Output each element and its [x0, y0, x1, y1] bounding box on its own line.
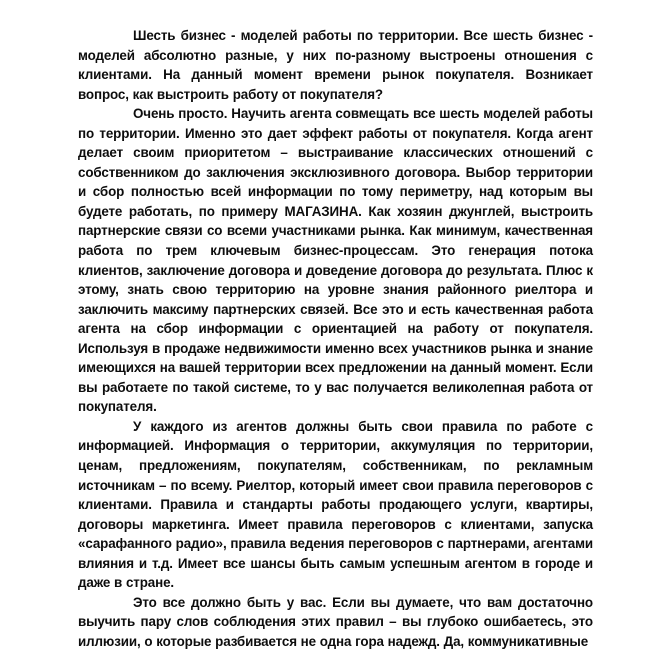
paragraph-2: Очень просто. Научить агента совмещать все шесть моделей работы по территории. Именно это дает эффект работы от покупателя. Когда агент делает своим приоритетом – выстраивание классических отношений с собственником до заключения эксклюзивного договора. Выбор территории и сбор полностью всей информации по тому периметру, над которым вы будете работать, по примеру МАГАЗИНА. Как хозяин джунглей, выстроить партнерские связи со всеми участниками рынка. Как минимум, качественная работа по трем ключевым бизнес-процессам. Это генерация потока клиентов, заключение договора и доведение договора до результата. Плюс к этому, знать свою территорию на уровне знания районного риелтора и заключить максиму партнерских связей. Все это и есть качественная работа агента на сбор информации с ориентацией на работу от покупателя. Используя в продаже недвижимости именно всех участников рынка и знание имеющихся на вашей территории всех предложении на данный момент. Если вы работаете по такой системе, то у вас получается великолепная работа от покупателя. [78, 106, 593, 415]
paragraph-4: Это все должно быть у вас. Если вы думаете, что вам достаточно выучить пару слов соблюдения этих правил – вы глубоко ошибаетесь, это иллюзии, о которые разбивается не одна гора надежд. Да, коммуникативные [78, 594, 593, 649]
document-text-body [78, 26, 593, 652]
paragraph-1: Шесть бизнес - моделей работы по территории. Все шесть бизнес - моделей абсолютно разные, у них по-разному выстроены отношения с клиентами. На данный момент времени рынок покупателя. Возникает вопрос, как выстроить работу от покупателя? [78, 28, 593, 102]
paragraph-3: У каждого из агентов должны быть свои правила по работе с информацией. Информация о территории, аккумуляция по территории, ценам, предложениям, покупателям, собственникам, по рекламным источникам – по всему. Риелтор, который имеет свои правила переговоров с клиентами. Правила и стандарты работы продающего услуги, квартиры, договоры маркетинга. Имеет правила переговоров с клиентами, запуска «сарафанного радио», правила ведения переговоров с партнерами, агентами влияния и т.д. Имеет все шансы быть самым успешным агентом в городе и даже в стране. [78, 418, 593, 591]
